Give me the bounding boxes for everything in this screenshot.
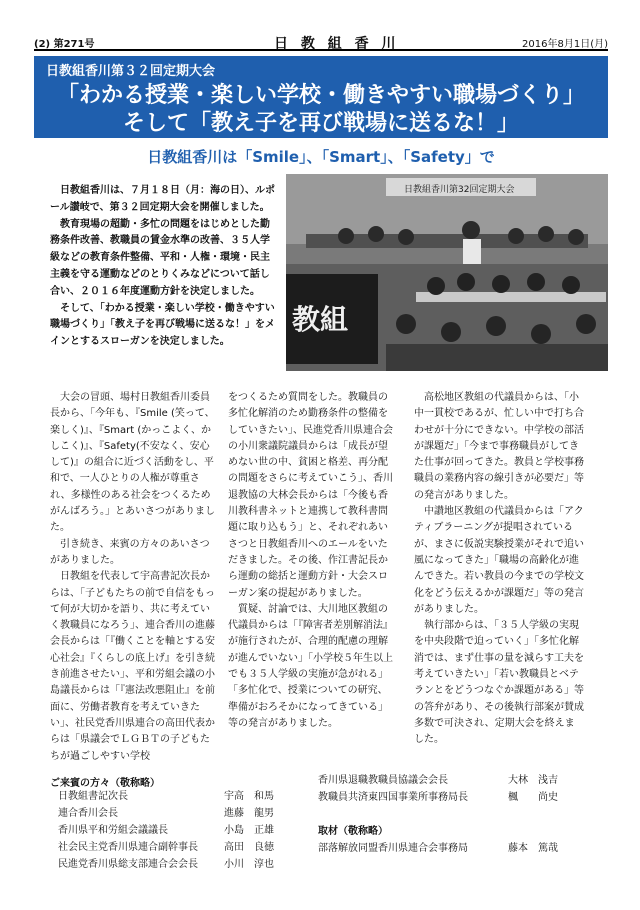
guest-list-right (318, 772, 618, 857)
intro-paragraph: 教育現場の超勤・多忙の問題をはじめとした勤務条件改善、教職員の賃金水準の改善、３５人学級などの教育条件整備、平和・人権・環境・民主主義を守る運動などのとりくみなどについて話し合い、２０１６年度運動方針を決定しました。 (50, 218, 270, 297)
body-paragraph: 執行部からは、「３５人学級の実現を中央段階で迫っていく」「多忙化解消では、まず仕事の量を減らす工夫を考えていきたい」「若い教職員とベテランとをどうつなぐか課題がある」等の答弁があり、その後執行部案が賛成多数で可決され、定期大会を終えました。 (414, 620, 584, 746)
press-heading: 取材（敬称略） (318, 826, 388, 837)
issue-number: (2) 第271号 (34, 39, 95, 50)
guest-row (58, 805, 318, 822)
guest-name: 大林 浅吉 (508, 775, 558, 786)
guest-role: 社会民主党香川県連合副幹事長 (58, 842, 198, 853)
press-role: 部落解放同盟香川県連合会事務局 (318, 843, 468, 854)
body-paragraph: 中讃地区教組の代議員からは「アクティブラーニングが提唱されているが、まさに仮説実験授業がそれで追い風になってきた」「職場の高齢化が進んできた。若い教員の今までの学校文化をどう伝えるかが課題だ」等の発言がありました。 (414, 506, 584, 615)
guest-name: 楓 尚史 (508, 792, 558, 803)
guest-row (58, 839, 318, 856)
banner-headline-2: そして「教え子を再び戦場に送るな！」 (122, 110, 519, 136)
intro-paragraph: そして、「わかる授業・楽しい学校・働きやすい職場づくり」「教え子を再び戦場に送るな！」をメインとするスローガンを決定しました。 (50, 302, 275, 348)
guest-role: 民進党香川県総支部連合会会長 (58, 859, 198, 870)
press-row (318, 840, 618, 857)
page-header (34, 33, 608, 51)
intro-text (50, 183, 278, 351)
headline-banner (34, 56, 608, 138)
guest-row (58, 788, 318, 805)
article-subhead: 日教組香川は「Smile」、「Smart」、「Safety」で (147, 148, 495, 166)
guest-role: 香川県退職教職員協議会会長 (318, 775, 448, 786)
body-column-1 (50, 390, 218, 765)
body-paragraph: をつくるため質問をした。教職員の多忙化解消のため勤務条件の整備をしていきたい」、民進党香川県連合会の小川衆議院議員からは「成長が望めない世の中、貧困と格差、再分配の問題をさらに考えていこう」、香川退教協の大林会長からは「今後も香川教科書ネットと連携して教科書問題に取り込もう」と、それぞれあいさつと日教組香川へのエールをいただきました。その後、作江書記長から運動の総括と運動方針・大会スローガン案の提起がありました。 (228, 392, 393, 599)
guest-name: 高田 良徳 (224, 842, 274, 853)
convention-photo (286, 174, 608, 371)
body-column-3 (414, 390, 584, 749)
spacer-row (318, 806, 618, 823)
body-paragraph: 日教組を代表して宇高書記次長からは、「子どもたちの前で自信をもって何が大切かを語り、共に考えていく教職員になろう」、連合香川の進藤会長からは「『働くことを軸とする安心社会』『くらしの底上げ』を引き続き前進させたい」、平和労組会議の小島議長からは「『憲法改悪阻止』を前面に、労働者教育を考えていきたい」、社民党香川県連合の高田代表からは「県議会でＬＧＢＴの子どもたちが過ごしやすい学校 (50, 571, 215, 762)
masthead: 日 教 組 香 川 (274, 36, 400, 52)
photo-illustration (286, 174, 608, 371)
body-paragraph: 引き続き、来賓の方々のあいさつがありました。 (50, 538, 210, 566)
banner-subtitle: 日教組香川第３２回定期大会 (46, 64, 216, 79)
body-paragraph: 質疑、討論では、大川地区教組の代議員からは「『障害者差別解消法』が施行されたが、合理的配慮の理解が進んでいない」「小学校５年生以上でも３５人学級の実施が急がれる」「多忙化で、授業についての研究、準備がおろそかになってきている」等の発言がありました。 (228, 603, 393, 729)
issue-date: 2016年8月1日(月) (522, 39, 608, 50)
guest-row (58, 822, 318, 839)
guest-role: 香川県平和労組会議議長 (58, 825, 168, 836)
guest-list-left (58, 788, 318, 873)
intro-paragraph: 日教組香川は、７月１８日（月：海の日）、ルポール讃岐で、第３２回定期大会を開催しました。 (50, 185, 275, 213)
guest-name: 進藤 龍男 (224, 808, 274, 819)
guest-role: 教職員共済東四国事業所事務局長 (318, 792, 468, 803)
guest-name: 宇高 和馬 (224, 791, 274, 802)
photo-banner-text: 教組 (292, 303, 349, 336)
guest-row (58, 856, 318, 873)
photo-caption: 日教組香川第32回定期大会 (404, 185, 515, 195)
guest-role: 日教組書記次長 (58, 791, 128, 802)
guests-heading: ご来賓の方々（敬称略） (50, 778, 160, 789)
guest-role: 連合香川会長 (58, 808, 118, 819)
guest-name: 小川 淳也 (224, 859, 274, 870)
banner-headline-1: 「わかる授業・楽しい学校・働きやすい職場づくり」 (56, 82, 585, 108)
body-paragraph: 大会の冒頭、場村日教組香川委員長から、「今年も、『Smile (笑って、楽しく)』、『Smart (かっこよく、かしこく)』、『Safety(不安なく、安心して)』の組合に近づく活動をし、平和で、一人ひとりの人権が尊重され、多様性のある社会をつくるためがんばろう。」とあいさつがありました。 (50, 392, 215, 534)
guest-row (318, 772, 618, 789)
guest-row (318, 789, 618, 806)
body-column-2 (228, 390, 396, 732)
body-paragraph: 高松地区教組の代議員からは、「小中一貫校であるが、忙しい中で打ち合わせが十分にできない。中学校の部活が課題だ」「今まで事務職員がしてきた仕事が回ってきた。教員と学校事務職員の業務内容の線引きが必要だ」等の発言がありました。 (414, 392, 584, 501)
press-name: 藤本 篤哉 (508, 843, 558, 854)
guest-name: 小島 正雄 (224, 825, 274, 836)
